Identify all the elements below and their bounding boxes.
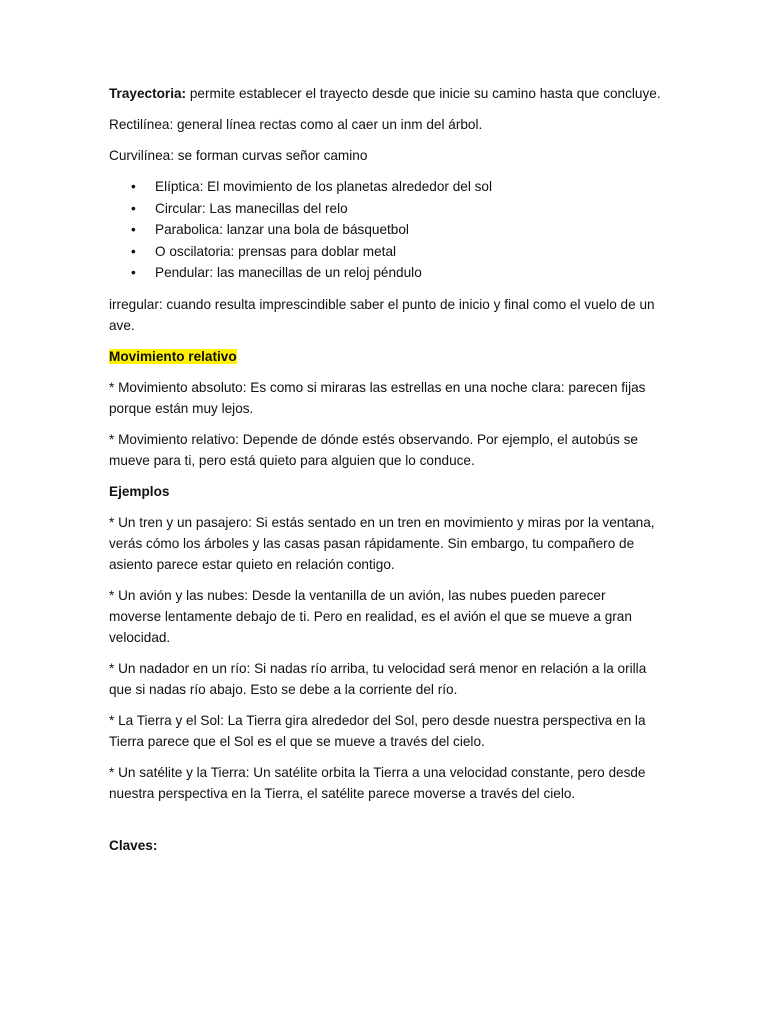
ejemplo-paragraph: * Un avión y las nubes: Desde la ventanilla de un avión, las nubes pueden parecer moverse lentamente debajo de ti. Pero en realidad, es el avión el que se mueve a gran velocidad.	[109, 587, 632, 645]
list-item-text: O oscilatoria: prensas para doblar metal	[155, 243, 397, 259]
list-item-text: Elíptica: El movimiento de los planetas alrededor del sol	[155, 179, 493, 194]
blank-line	[109, 814, 661, 835]
ejemplos-heading: Ejemplos	[109, 483, 170, 499]
bullet-icon: •	[131, 200, 136, 216]
trayectoria-text: permite establecer el trayecto desde que inicie su camino hasta que concluye.	[186, 86, 661, 101]
bullet-icon: •	[131, 243, 136, 259]
irregular-paragraph: irregular: cuando resulta imprescindible saber el punto de inicio y final como el vuelo de un ave.	[109, 296, 655, 333]
list-item-text: Circular: Las manecillas del relo	[155, 200, 348, 216]
claves-heading: Claves:	[109, 837, 158, 853]
movimiento-relativo-heading: Movimiento relativo	[109, 348, 237, 364]
ejemplo-paragraph: * Un tren y un pasajero: Si estás sentado en un tren en movimiento y miras por la ventana, verás cómo los árboles y las casas pasan rápidamente. Sin embargo, tu compañero de asiento parece estar quieto en relación contigo.	[109, 514, 655, 572]
list-item	[109, 241, 661, 263]
rectilinea-paragraph: Rectilínea: general línea rectas como al caer un inm del árbol.	[109, 117, 483, 132]
list-item	[109, 262, 661, 284]
relativo-paragraph: * Movimiento relativo: Depende de dónde estés observando. Por ejemplo, el autobús se mueve para ti, pero está quieto para alguien que lo conduce.	[109, 431, 638, 468]
ejemplo-paragraph: * Un satélite y la Tierra: Un satélite orbita la Tierra a una velocidad constante, pero desde nuestra perspectiva en la Tierra, el satélite parece moverse a través del cielo.	[109, 764, 646, 801]
curvilinea-paragraph: Curvilínea: se forman curvas señor camino	[109, 148, 368, 163]
list-item	[109, 176, 661, 198]
list-item-text: Pendular: las manecillas de un reloj péndulo	[155, 265, 422, 281]
list-item-text: Parabolica: lanzar una bola de básquetbol	[155, 222, 409, 238]
ejemplo-paragraph: * Un nadador en un río: Si nadas río arriba, tu velocidad será menor en relación a la orilla que si nadas río abajo. Esto se debe a la corriente del río.	[109, 660, 647, 697]
bullet-icon: •	[131, 265, 136, 281]
trayectoria-label: Trayectoria:	[109, 86, 187, 101]
bullet-icon: •	[131, 222, 136, 238]
trayectoria-paragraph	[109, 83, 661, 104]
bullet-icon: •	[131, 179, 136, 194]
curvilinea-list	[109, 176, 661, 284]
document-page	[109, 83, 661, 866]
list-item	[109, 198, 661, 220]
absoluto-paragraph: * Movimiento absoluto: Es como si miraras las estrellas en una noche clara: parecen fijas porque están muy lejos.	[109, 379, 646, 416]
movimiento-relativo-heading-row	[109, 346, 661, 367]
ejemplo-paragraph: * La Tierra y el Sol: La Tierra gira alrededor del Sol, pero desde nuestra perspectiva en la Tierra parece que el Sol es el que se mueve a través del cielo.	[109, 712, 646, 749]
list-item	[109, 219, 661, 241]
